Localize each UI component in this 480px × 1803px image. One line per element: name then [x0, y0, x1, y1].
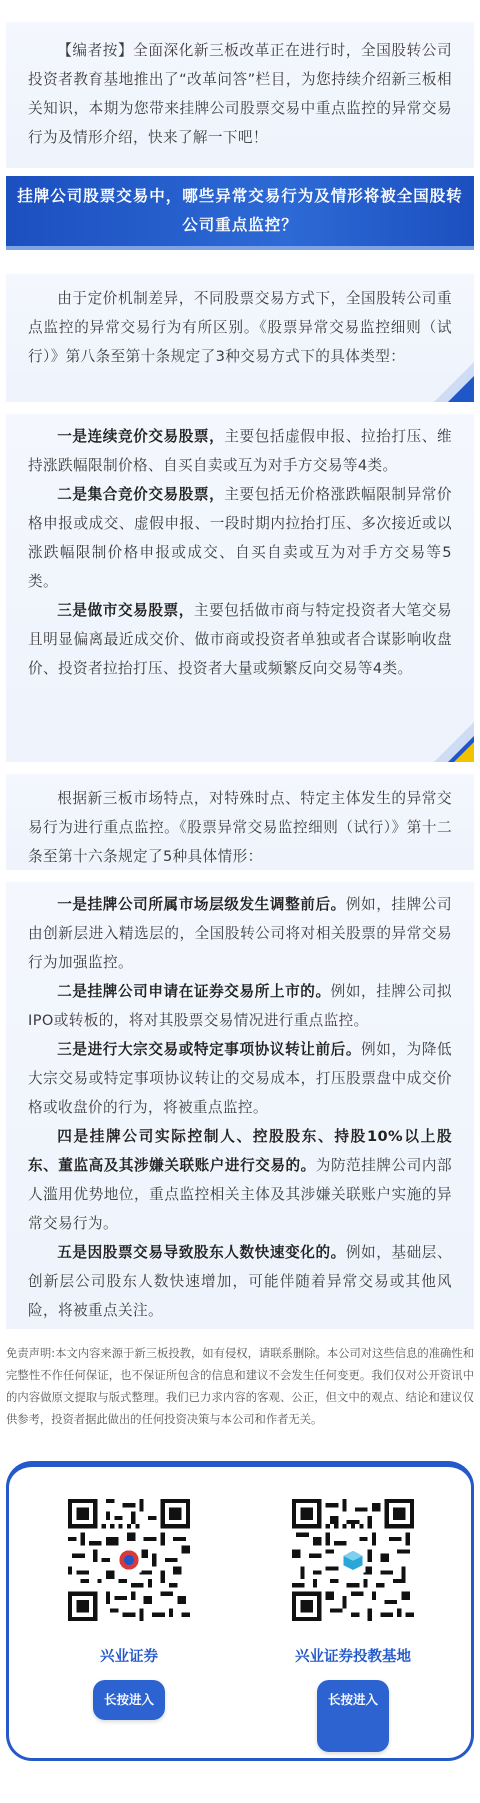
article: [0, 22, 480, 1761]
trading-methods-intro-card: [6, 274, 474, 402]
list-item: 三是进行大宗交易或特定事项协议转让前后。例如，为降低大宗交易或特定事项协议转让的交易成本，打压股票盘中成交价格或收盘价的行为，将被重点监控。: [28, 1041, 452, 1116]
qr-code-icon[interactable]: [292, 1499, 414, 1621]
list-item: 二是集合竞价交易股票，主要包括无价格涨跌幅限制异常价格申报或成交、虚假申报、一段时期内拉抬打压、多次接近或以涨跌幅限制价格申报或成交、自买自卖或互为对手方交易等5类。: [28, 486, 452, 590]
special-cases-intro-text: 根据新三板市场特点，对特殊时点、特定主体发生的异常交易行为进行重点监控。《股票异常交易监控细则（试行）》第十二条至第十六条规定了5种具体情形：: [28, 790, 452, 865]
list-item: 四是挂牌公司实际控制人、控股股东、持股10%以上股东、董监高及其涉嫌关联账户进行交易的。为防范挂牌公司内部人滥用优势地位，重点监控相关主体及其涉嫌关联账户实施的异常交易行为。: [28, 1128, 452, 1232]
special-cases-list-card: [6, 882, 474, 1329]
qr-block-edu-base: [273, 1499, 433, 1752]
corner-decoration: [448, 376, 474, 402]
qr-label-edu-base: 兴业证券投教基地: [295, 1649, 411, 1665]
list-item: 一是挂牌公司所属市场层级发生调整前后。例如，挂牌公司由创新层进入精选层的，全国股转公司将对相关股票的异常交易行为加强监控。: [28, 896, 452, 971]
disclaimer-text: 免责声明:本文内容来源于新三板投教，如有侵权，请联系删除。本公司对这些信息的准确性和完整性不作任何保证，也不保证所包含的信息和建议不会发生任何变更。我们仅对公开资讯中的内容做原文提取与版式整理。我们已力求内容的客观、公正，但文中的观点、结论和建议仅供参考，投资者据此做出的任何投资决策与本公司和作者无关。: [6, 1347, 474, 1426]
question-title: 挂牌公司股票交易中，哪些异常交易行为及情形将被全国股转公司重点监控？: [17, 187, 463, 234]
special-cases-intro-card: [6, 774, 474, 870]
trading-methods-list-card: [6, 414, 474, 762]
list-item: 三是做市交易股票，主要包括做市商与特定投资者大笔交易且明显偏离最近成交价、做市商或投资者单独或者合谋影响收盘价、投资者拉抬打压、投资者大量或频繁反向交易等4类。: [28, 602, 452, 677]
qr-label-xyzq: 兴业证券: [100, 1649, 158, 1665]
qr-footer: [6, 1461, 474, 1761]
trading-methods-intro-text: 由于定价机制差异，不同股票交易方式下，全国股转公司重点监控的异常交易行为有所区别。《股票异常交易监控细则（试行）》第八条至第十条规定了3种交易方式下的具体类型：: [28, 290, 452, 365]
list-item: 五是因股票交易导致股东人数快速变化的。例如，基础层、创新层公司股东人数快速增加，可能伴随着异常交易或其他风险，将被重点关注。: [28, 1244, 452, 1319]
qr-block-xyzq: [49, 1499, 209, 1720]
list-item: 一是连续竞价交易股票，主要包括虚假申报、拉抬打压、维持涨跌幅限制价格、自买自卖或互为对手方交易等4类。: [28, 428, 452, 474]
editor-note-text: 【编者按】全面深化新三板改革正在进行时，全国股转公司投资者教育基地推出了“改革问答”栏目，为您持续介绍新三板相关知识，本期为您带来挂牌公司股票交易中重点监控的异常交易行为及情形介绍，快来了解一下吧！: [28, 42, 452, 146]
enter-button-xyzq[interactable]: 长按进入: [93, 1680, 165, 1720]
qr-code-icon[interactable]: [68, 1499, 190, 1621]
corner-decoration: [454, 742, 474, 762]
editor-note-card: [6, 22, 474, 168]
list-item: 二是挂牌公司申请在证券交易所上市的。例如，挂牌公司拟IPO或转板的，将对其股票交易情况进行重点监控。: [28, 983, 452, 1029]
enter-button-edu-base[interactable]: 长按进入: [317, 1680, 389, 1752]
question-banner: [6, 176, 474, 246]
